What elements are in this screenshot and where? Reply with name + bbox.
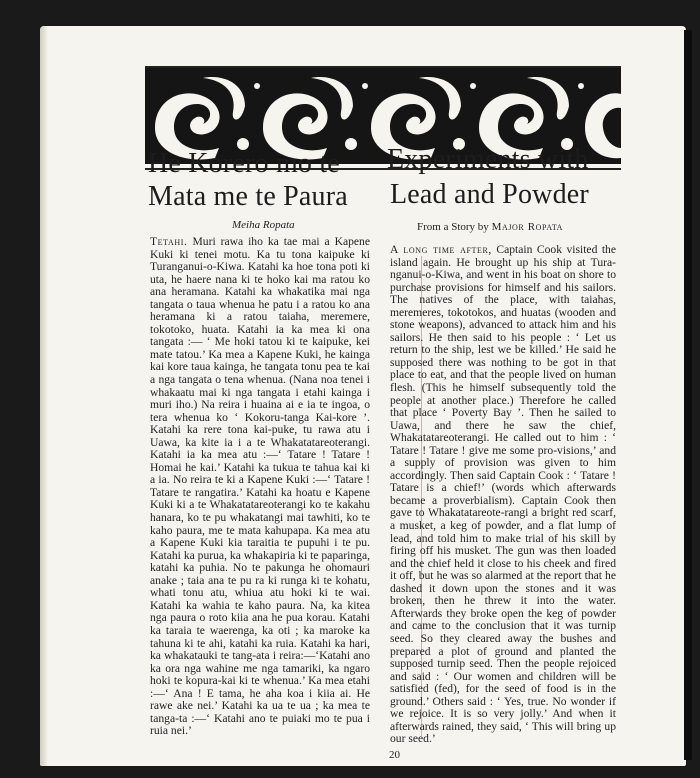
left-body-text: Muri rawa iho ka tae mai a Kapene Kuki ki tenei motu. Ka tu tona kaipuke ki Turanganui-o-Kiwa. Katahi ka hoe tona poti ki uta, he haere nana ki te hoko kai ma ratou ko ana heramana. Katahi ka whakatika mai nga tangata o taua whenua he patu i a ratou ko ana heramana ki a ratou taiaha, meremere, tokotoko, huata. Katahi ia ka mea ki ona tangata :— ‘ Me hoki tatou ki te kaipuke, kei mate tatou.’ Ka mea a Kapene Kuki, he kainga kai kore taua kainga, he tangata tonu pea te kai a nga tangata o tena whenua. (Nana noa tenei i whakaatu mai ki nga tangata i etahi kainga i muri iho.) Na reira i huaina ai e ia te ingoa, o tera whenua ko ‘ Kokoru-tanga Kai-kore ’. Katahi ka rere tona kai-puke, tu rawa atu i Uawa, ka kite ia i a te Whakatatareoterangi. Katahi ia ka mea atu :—‘ Tatare ! Tatare ! Homai he kai.’ Katahi ka tukua te tahua kai ki a ia. No reira te ki a Kapene Kuki :—‘ Tatare ! Tatare te rangatira.’ Katahi ka hoatu e Kapene Kuki ki a te Whakatatareoterangi ko te kakahu hanara, ko te pu whakatangi mai tawhiti, ko te kaho paura, me te mata kahupapa. Ka mea atu a Kapene Kuki kia taraitia te pupuhi i te pu. Katahi ka purua, ka whakapiria ki te paparinga, katahi ka puhia. No te pakunga he ohomauri anake ; taia ana te pu ra ki runga ki te kohatu, whati tonu atu, whiua atu hoki ki te wai. Katahi ka wahia te kaho paura. Na, ka kitea nga paura o roto kiia ana he pua korau. Katahi ka taraia te waerenga, ka oti ; ka maroke ka tahuna ki te ahi, katahi ka ruia. Katahi ka hari, ka whakatauki te tang-ata i reira:—‘Katahi ano ka ora nga wahine me nga tamariki, ka ngaro hoki te kopura-kai ki te whenua.’ Ka mea etahi :—‘ Ana ! E tama, he aha koa i kiia ai. He rawe ake nei.’ Katahi ka ua te ua ; ka mea te tanga-ta :—‘ Katahi ano te puiaki mo te pua i ruia nei.’ [150, 235, 370, 738]
page-gutter-shadow [40, 26, 48, 766]
right-byline-author: Major Ropata [491, 221, 564, 233]
page-number: 20 [389, 749, 400, 761]
left-byline: Meiha Ropata [232, 219, 295, 231]
right-article-body [390, 244, 616, 746]
left-title-line1: He Korero mo te [148, 148, 340, 179]
right-byline [417, 221, 563, 233]
left-lead-in: Tetahi. [150, 235, 188, 248]
magazine-page [40, 26, 686, 766]
left-article-body [150, 236, 370, 738]
right-lead-in: A long time after, [390, 243, 492, 256]
right-title-line2: Lead and Powder [390, 179, 589, 210]
left-title-line2: Mata me te Paura [148, 181, 348, 212]
page-edge-shadow [684, 30, 692, 760]
right-body-text: Captain Cook visited the island again. He brought up his ship at Tura-nganui-o-Kiwa, and went in his boat on shore to purchase provisions for himself and his sailors. The natives of the place, with taiahas, meremeres, tokotokos, and huatas (wooden and stone weapons), advanced to attack him and his sailors. He then said to his people : ‘ Let us return to the ship, lest we be killed.’ He said he supposed there was nothing to be got in that place to eat, and that the people lived on human flesh. (This he himself subsequently told the people at another place.) Therefore he called that place ‘ Poverty Bay ’. Then he sailed to Uawa, and there he saw the chief, Whakatatareoterangi. He called out to him : ‘ Tatare ! Tatare ! give me some pro-visions,’ and a supply of provision was given to him accordingly. Then said Captain Cook : ‘ Tatare ! Tatare is a chief!’ (words which afterwards became a proverbialism). Captain Cook then gave to Whakatatareote-rangi a bright red scarf, a musket, a keg of powder, and a flat lump of lead, and told him to make trial of his skill by firing off his musket. The gun was then loaded and the chief held it close to his cheek and fired it off, but he was so alarmed at the report that he dashed it down upon the stones and it was broken, then he threw it into the water. Afterwards they broke open the keg of powder and came to the conclusion that it was turnip seed. So they cleared away the bushes and prepared a plot of ground and planted the supposed turnip seed. Then the people rejoiced and said : ‘ Our women and children will be satisfied (fed), for the seed of food is in the ground.’ Others said : ‘ Yes, true. No wonder if we rejoice. It is so very jolly.’ And when it afterwards rained, they said, ‘ This will bring up our seed.’ [390, 243, 616, 746]
right-title-line1: Experiments with [387, 144, 589, 175]
right-byline-prefix: From a Story by [417, 221, 489, 233]
